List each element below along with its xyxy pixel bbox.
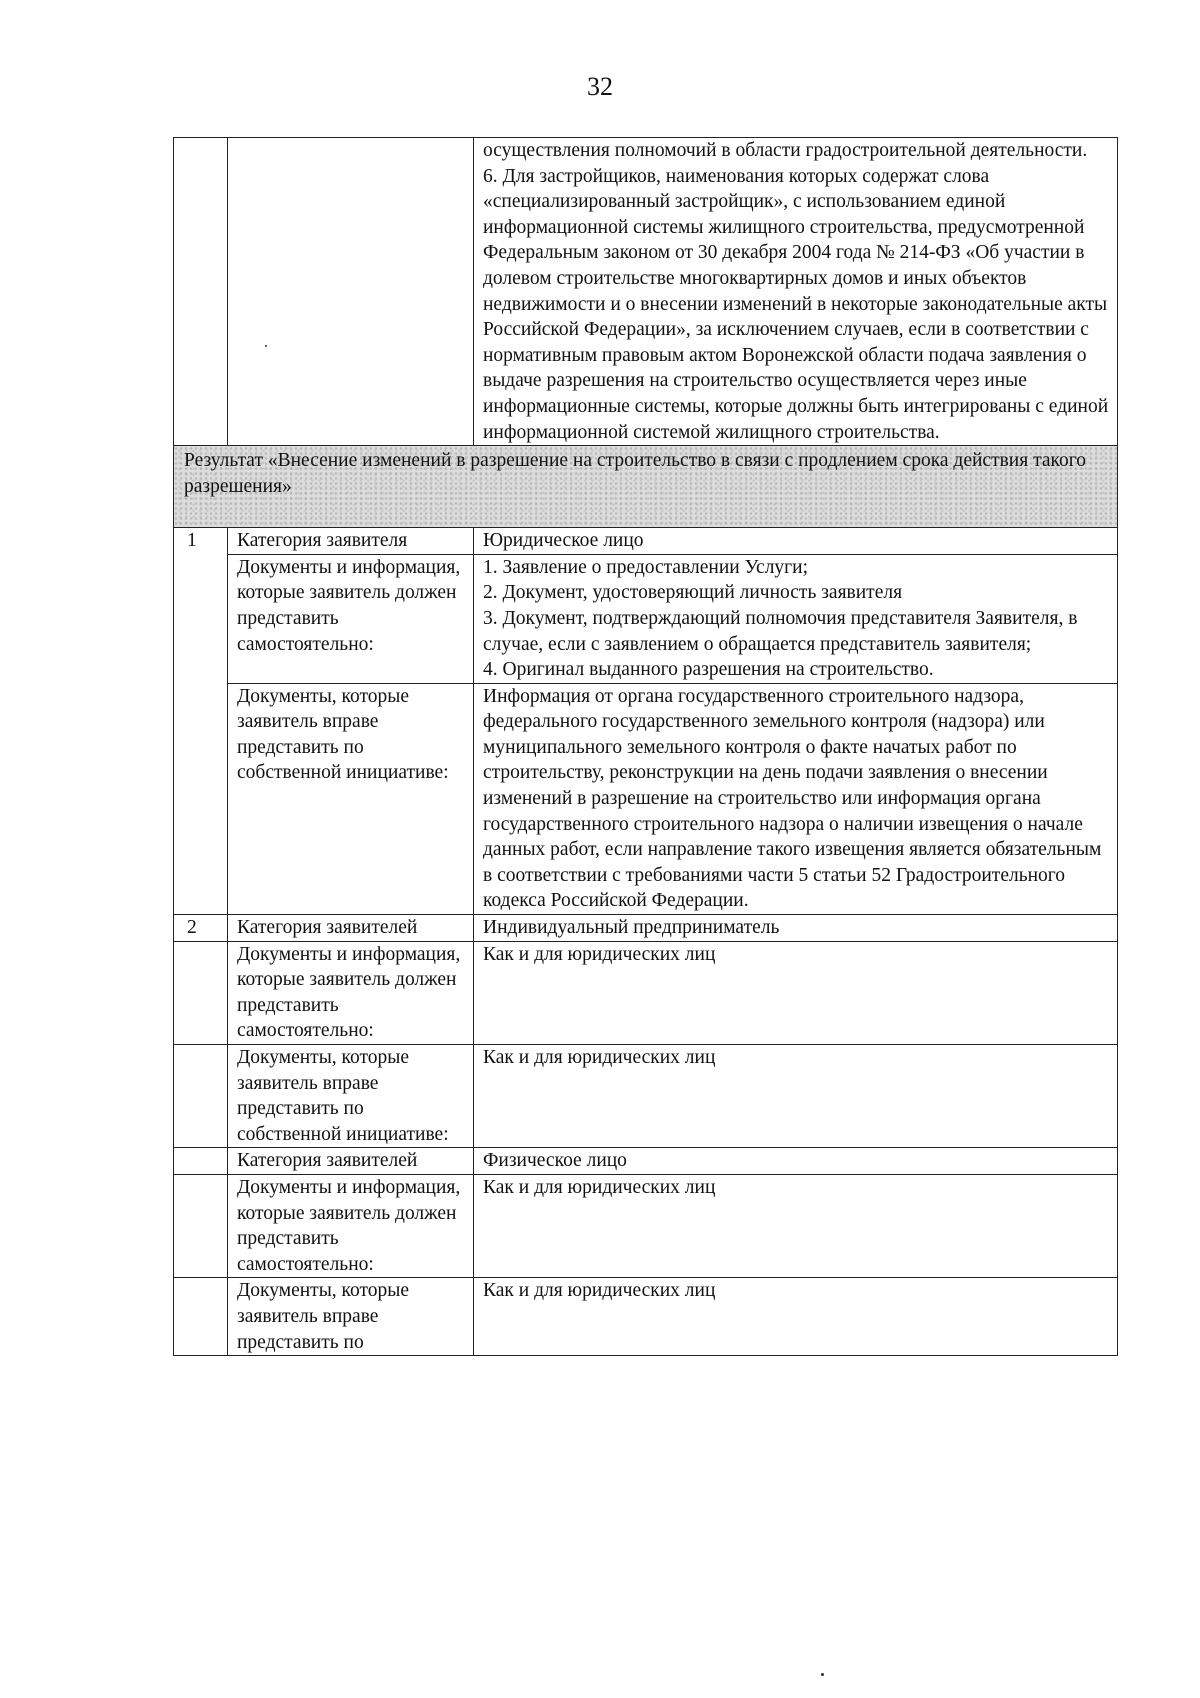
required-docs-list: 1. Заявление о предоставлении Услуги; 2. Документ, удостоверяющий личность заявителя 3. Документ, подтверждающий полномочия представителя Заявителя, в случае, если с заявлением о обращается представитель заявителя; 4. Оригинал выданного разрешения на строительство.	[474, 554, 1118, 683]
table-row	[174, 1174, 1118, 1277]
result-header-row	[174, 446, 1118, 528]
required-docs-label: Документы и информация, которые заявитель должен представить самостоятельно:	[228, 1174, 474, 1277]
required-docs-text: Как и для юридических лиц	[474, 1174, 1118, 1277]
optional-docs-text: Как и для юридических лиц	[474, 1045, 1118, 1148]
applicant-category-label: Категория заявителей	[228, 1148, 474, 1175]
required-docs-text: Как и для юридических лиц	[474, 941, 1118, 1044]
applicant-category-value: Физическое лицо	[474, 1148, 1118, 1175]
result-header: Результат «Внесение изменений в разрешение на строительство в связи с продлением срока действия такого разрешения»	[174, 446, 1118, 528]
optional-docs-text: Как и для юридических лиц	[474, 1278, 1118, 1356]
optional-docs-text: Информация от органа государственного строительного надзора, федерального государственного земельного контроля (надзора) или муниципального земельного контроля о факте начатых работ по строительству, реконструкции на день подачи заявления о внесении изменений в разрешение на строительство или информация органа государственного строительного надзора о наличии извещения о начале данных работ, если направление такого извещения является обязательным в соответствии с требованиями части 5 статьи 52 Градостроительного кодекса Российской Федерации.	[474, 683, 1118, 914]
table-row	[174, 915, 1118, 942]
optional-docs-label: Документы, которые заявитель вправе представить по собственной инициативе:	[228, 683, 474, 914]
row-number-cell	[174, 1174, 228, 1277]
table-row	[174, 1278, 1118, 1356]
continuation-text: осуществления полномочий в области градостроительной деятельности. 6. Для застройщиков, наименования которых содержат слова «специализированный застройщик», с использованием единой информационной системы жилищного строительства, предусмотренной Федеральным законом от 30 декабря 2004 года № 214-ФЗ «Об участии в долевом строительстве многоквартирных домов и иных объектов недвижимости и о внесении изменений в некоторые законодательные акты Российской Федерации», за исключением случаев, если в соответствии с нормативным правовым актом Воронежской области подача заявления о выдаче разрешения на строительство осуществляется через иные информационные системы, которые должны быть интегрированы с единой информационной системой жилищного строительства.	[474, 138, 1118, 446]
row-label-cell	[228, 138, 474, 446]
scan-speck	[821, 1673, 824, 1676]
table-row	[174, 1148, 1118, 1175]
row-number-cell	[174, 1045, 228, 1148]
required-docs-label: Документы и информация, которые заявитель должен представить самостоятельно:	[228, 941, 474, 1044]
table-row	[174, 554, 1118, 683]
page-number: 32	[587, 72, 613, 101]
table-row	[174, 941, 1118, 1044]
continuation-row	[174, 138, 1118, 446]
applicant-category-label: Категория заявителя	[228, 528, 474, 555]
required-docs-label: Документы и информация, которые заявитель должен представить самостоятельно:	[228, 554, 474, 683]
row-number-cell	[174, 941, 228, 1044]
services-table	[173, 137, 1118, 1356]
group-number: 2	[174, 915, 228, 942]
applicant-category-value: Юридическое лицо	[474, 528, 1118, 555]
optional-docs-label: Документы, которые заявитель вправе представить по собственной инициативе:	[228, 1045, 474, 1148]
row-number-cell	[174, 1278, 228, 1356]
row-number-cell	[174, 138, 228, 446]
group-number: 1	[174, 528, 228, 915]
scan-speck	[265, 345, 267, 347]
row-number-cell	[174, 1148, 228, 1175]
applicant-category-value: Индивидуальный предприниматель	[474, 915, 1118, 942]
table-row	[174, 1045, 1118, 1148]
applicant-category-label: Категория заявителей	[228, 915, 474, 942]
table-row	[174, 528, 1118, 555]
optional-docs-label: Документы, которые заявитель вправе представить по	[228, 1278, 474, 1356]
table-row	[174, 683, 1118, 914]
